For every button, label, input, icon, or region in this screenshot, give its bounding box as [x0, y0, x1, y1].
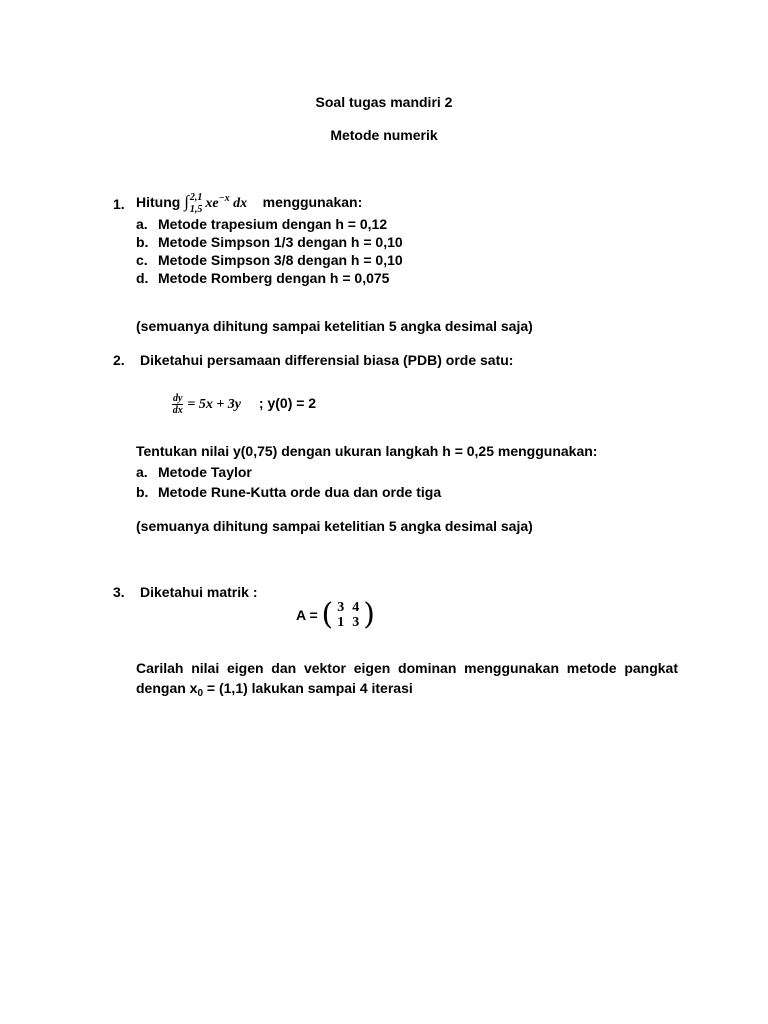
document-title: Soal tugas mandiri 2 — [315, 94, 453, 110]
list-letter: b. — [136, 484, 149, 500]
list-item-text: Metode Simpson 3/8 dengan h = 0,10 — [158, 252, 403, 268]
integral-lower-limit: 1,5 — [189, 203, 203, 215]
q1-lead: Hitung — [136, 194, 181, 210]
q1-note: (semuanya dihitung sampai ketelitian 5 angka desimal saja) — [136, 318, 533, 334]
derivative-denominator: dx — [172, 404, 183, 416]
q1-item-d — [136, 270, 390, 286]
integral-sign: ∫ — [184, 192, 189, 211]
q3-number: 3. — [113, 584, 125, 600]
integral-upper-limit: 2,1 — [189, 191, 203, 203]
q2-note: (semuanya dihitung sampai ketelitian 5 angka desimal saja) — [136, 518, 533, 534]
integrand-exponent: −x — [218, 193, 230, 204]
q2-equation — [172, 390, 316, 418]
matrix-cell: 3 — [337, 600, 345, 615]
matrix-cell: 4 — [352, 600, 360, 615]
q1-item-c — [136, 252, 403, 268]
list-letter: d. — [136, 270, 149, 286]
list-item-text: Metode Romberg dengan h = 0,075 — [158, 270, 390, 286]
x-subscript: 0 — [197, 688, 204, 699]
list-item-text: Metode Rune-Kutta orde dua dan orde tiga — [158, 484, 442, 500]
list-letter: a. — [136, 216, 148, 232]
q1-number: 1. — [113, 196, 125, 212]
q1-header — [136, 188, 362, 219]
integral-dx: dx — [229, 196, 248, 211]
derivative-numerator: dy — [173, 392, 183, 404]
q3-task-text: Carilah nilai eigen dan vektor eigen dominan menggunakan metode pangkat dengan x — [136, 660, 678, 696]
q2-number: 2. — [113, 352, 125, 368]
list-letter: b. — [136, 234, 149, 250]
document-subtitle: Metode numerik — [330, 127, 438, 143]
right-paren: ) — [363, 597, 375, 632]
left-paren: ( — [321, 597, 334, 632]
q3-text: Diketahui matrik : — [140, 584, 258, 600]
list-item-text: Metode Taylor — [158, 464, 252, 480]
initial-condition: ; y(0) = 2 — [258, 395, 317, 411]
list-letter: a. — [136, 464, 148, 480]
integrand-base: xe — [205, 196, 219, 211]
q1-item-b — [136, 234, 403, 250]
list-item-text: Metode trapesium dengan h = 0,12 — [158, 216, 388, 232]
matrix-a — [296, 597, 375, 632]
list-item-text: Metode Simpson 1/3 dengan h = 0,10 — [158, 234, 403, 250]
q1-item-a — [136, 216, 388, 232]
q3-task — [136, 658, 678, 701]
q1-integral — [184, 191, 250, 215]
equation-rhs: = 5x + 3y — [187, 397, 242, 412]
q2-text: Diketahui persamaan differensial biasa (PDB) orde satu: — [140, 352, 514, 368]
matrix-label: A = — [296, 607, 318, 623]
q2-item-a — [136, 464, 252, 480]
derivative-fraction — [172, 393, 183, 416]
q2-item-b — [136, 484, 442, 500]
q1-tail: menggunakan: — [262, 194, 363, 210]
matrix-grid — [333, 600, 363, 630]
q3-task-text-end: = (1,1) lakukan sampai 4 iterasi — [203, 680, 413, 696]
matrix-cell: 1 — [337, 615, 345, 630]
q2-task: Tentukan nilai y(0,75) dengan ukuran langkah h = 0,25 menggunakan: — [136, 443, 598, 459]
list-letter: c. — [136, 252, 148, 268]
matrix-cell: 3 — [352, 615, 360, 630]
